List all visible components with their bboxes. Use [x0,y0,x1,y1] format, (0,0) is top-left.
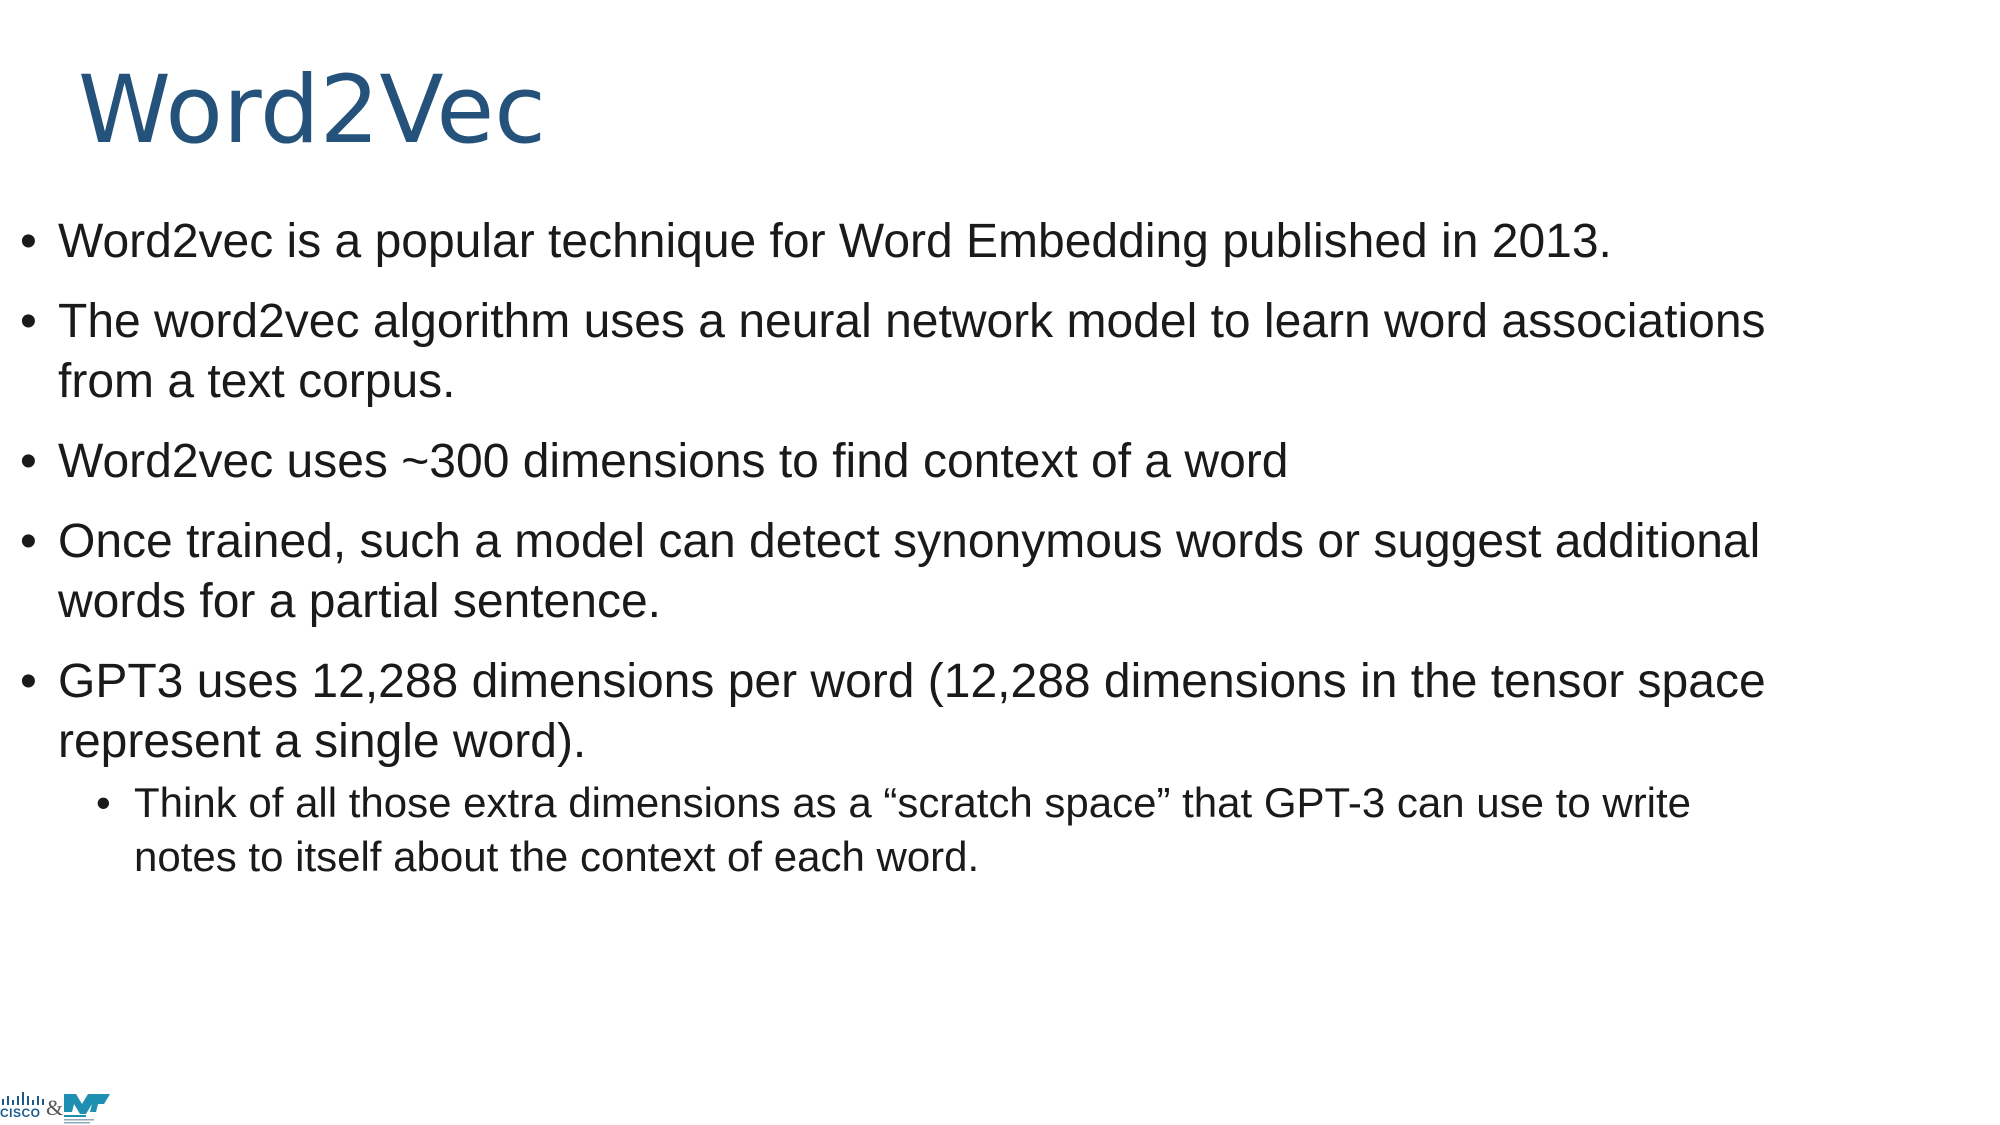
bullet-marker: • [20,435,37,488]
sub-bullet-text: Think of all those extra dimensions as a “scratch space” that GPT-3 can use to write notes to itself about the context of each word. [134,779,1692,880]
cisco-logo-icon [2,1092,46,1105]
bullet-text: Word2vec is a popular technique for Word Embedding published in 2013. [58,215,1612,268]
footer-logo [0,1092,112,1124]
bullet-marker: • [20,515,37,568]
sub-bullet-item [58,776,1780,884]
sub-bullet-marker: • [96,779,111,826]
bullet-item [20,432,1780,492]
cisco-logo-text: CISCO [0,1106,41,1120]
bullet-text: Word2vec uses ~300 dimensions to find context of a word [58,435,1289,488]
bullet-item [20,652,1780,884]
bullet-text: Once trained, such a model can detect synonymous words or suggest additional words for a partial sentence. [58,515,1761,628]
bullet-marker: • [20,295,37,348]
bullet-item [20,212,1780,272]
bullet-item [20,292,1780,412]
bullet-list [20,212,1780,904]
logo-ampersand: & [46,1095,64,1120]
slide-title: Word2Vec [78,56,546,165]
bullet-marker: • [20,215,37,268]
bullet-item [20,512,1780,632]
bullet-marker: • [20,655,37,708]
imt-atlantique-logo-icon [62,1092,112,1124]
sub-bullet-list [58,776,1780,884]
bullet-text: GPT3 uses 12,288 dimensions per word (12,288 dimensions in the tensor space represent a single word). [58,655,1766,768]
bullet-text: The word2vec algorithm uses a neural network model to learn word associations from a text corpus. [58,295,1766,408]
